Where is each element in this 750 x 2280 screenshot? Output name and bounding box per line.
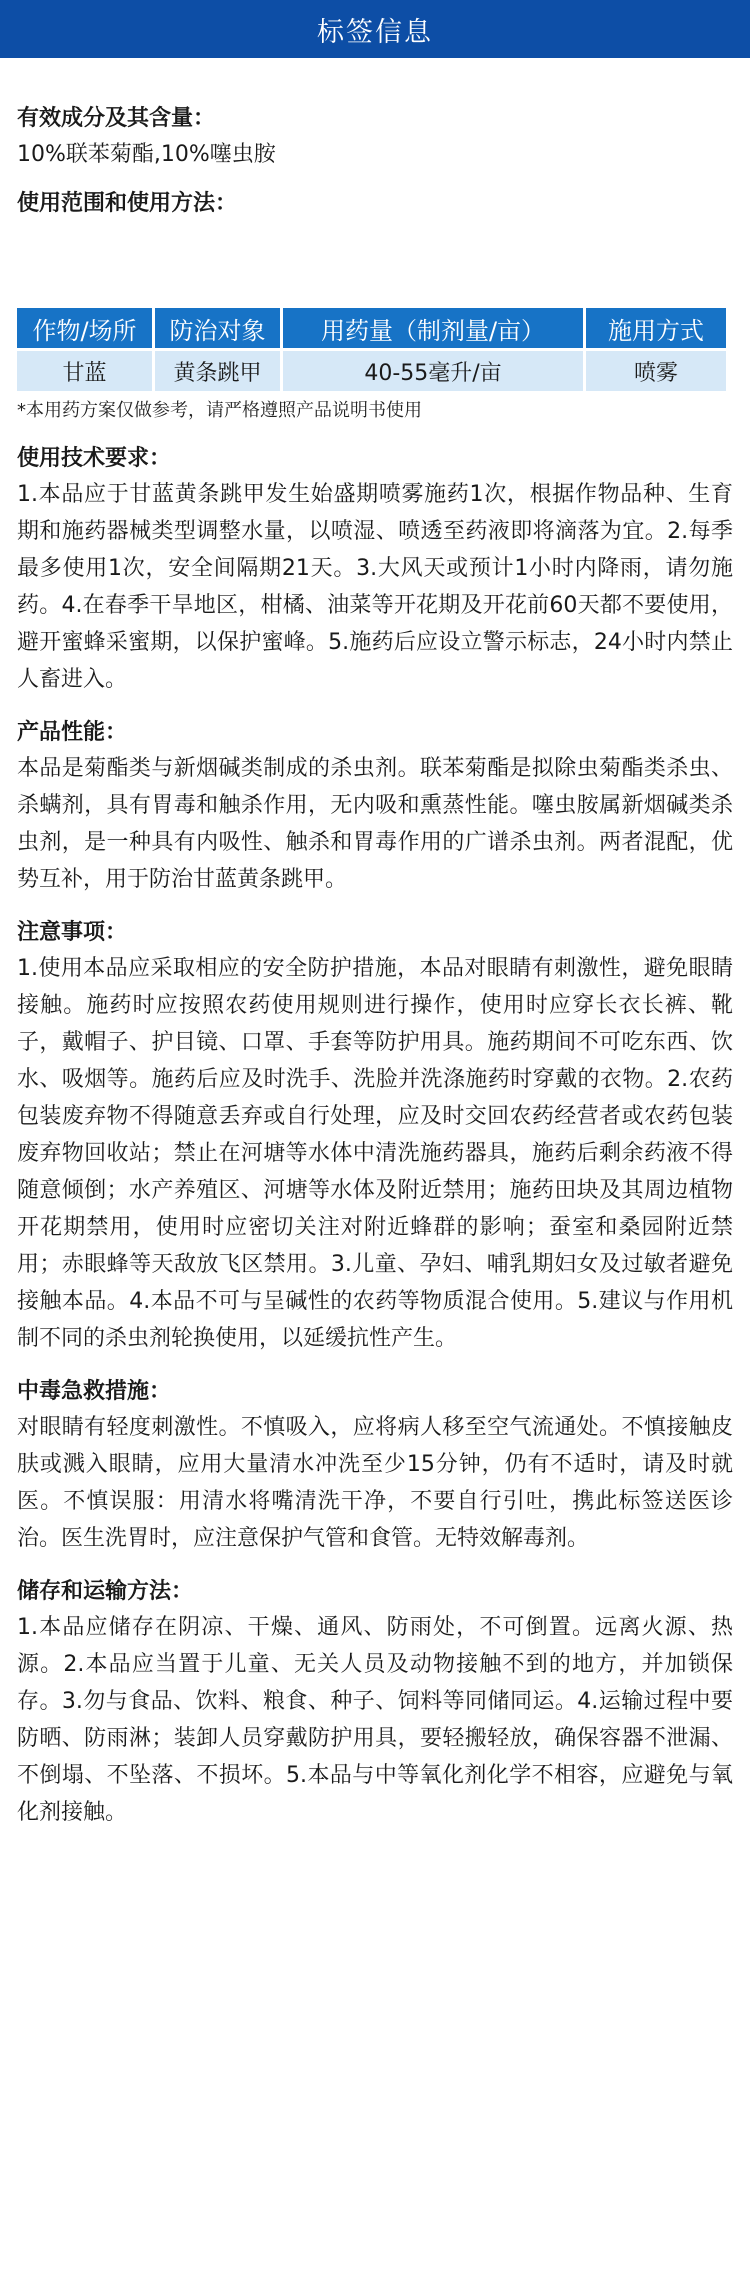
section-usage-scope xyxy=(17,187,733,221)
section-body: 1.使用本品应采取相应的安全防护措施，本品对眼睛有刺激性，避免眼睛接触。施药时应按照农药使用规则进行操作，使用时应穿长衣长裤、靴子，戴帽子、护目镜、口罩、手套等防护用具。施药期间不可吃东西、饮水、吸烟等。施药后应及时洗手、洗脸并洗涤施药时穿戴的衣物。2.农药包装废弃物不得随意丢弃或自行处理，应及时交回农药经营者或农药包装废弃物回收站；禁止在河塘等水体中清洗施药器具，施药后剩余药液不得随意倾倒；水产养殖区、河塘等水体及附近禁用；施药田块及其周边植物开花期禁用，使用时应密切关注对附近蜂群的影响；蚕室和桑园附近禁用；赤眼蜂等天敌放飞区禁用。3.儿童、孕妇、哺乳期妇女及过敏者避免接触本品。4.本品不可与呈碱性的农药等物质混合使用。5.建议与作用机制不同的杀虫剂轮换使用，以延缓抗性产生。 xyxy=(17,956,733,1351)
section-body: 本品是菊酯类与新烟碱类制成的杀虫剂。联苯菊酯是拟除虫菊酯类杀虫、杀螨剂，具有胃毒和触杀作用，无内吸和熏蒸性能。噻虫胺属新烟碱类杀虫剂，是一种具有内吸性、触杀和胃毒作用的广谱杀虫剂。两者混配，优势互补，用于防治甘蓝黄条跳甲。 xyxy=(17,756,733,892)
section-tech-requirements xyxy=(17,442,733,698)
section-body: 10%联苯菊酯,10%噻虫胺 xyxy=(17,142,276,167)
table-cell-target: 黄条跳甲 xyxy=(155,351,280,391)
section-active-ingredient xyxy=(17,102,733,173)
table-header-row xyxy=(17,308,726,348)
table-note: *本用药方案仅做参考，请严格遵照产品说明书使用 xyxy=(17,400,422,421)
column-header: 用药量（制剂量/亩） xyxy=(283,308,583,348)
table-cell-crop: 甘蓝 xyxy=(17,351,152,391)
section-title: 注意事项： xyxy=(17,920,128,945)
section-storage xyxy=(17,1575,733,1831)
section-body: 1.本品应于甘蓝黄条跳甲发生始盛期喷雾施药1次，根据作物品种、生育期和施药器械类型调整水量，以喷湿、喷透至药液即将滴落为宜。2.每季最多使用1次，安全间隔期21天。3.大风天或预计1小时内降雨，请勿施药。4.在春季干旱地区，柑橘、油菜等开花期及开花前60天都不要使用，避开蜜蜂采蜜期，以保护蜜峰。5.施药后应设立警示标志，24小时内禁止人畜进入。 xyxy=(17,482,733,692)
section-precautions xyxy=(17,916,733,1357)
header-bar xyxy=(0,0,750,58)
section-title: 中毒急救措施： xyxy=(17,1379,172,1404)
section-product-performance xyxy=(17,716,733,898)
section-body: 1.本品应储存在阴凉、干燥、通风、防雨处，不可倒置。远离火源、热源。2.本品应当置于儿童、无关人员及动物接触不到的地方，并加锁保存。3.勿与食品、饮料、粮食、种子、饲料等同储同运。4.运输过程中要防晒、防雨淋；装卸人员穿戴防护用具，要轻搬轻放，确保容器不泄漏、不倒塌、不坠落、不损坏。5.本品与中等氧化剂化学不相容，应避免与氧化剂接触。 xyxy=(17,1615,733,1825)
column-header: 作物/场所 xyxy=(17,308,152,348)
section-title: 储存和运输方法： xyxy=(17,1579,194,1604)
section-title: 使用范围和使用方法： xyxy=(17,191,238,216)
section-body: 对眼睛有轻度刺激性。不慎吸入，应将病人移至空气流通处。不慎接触皮肤或溅入眼睛，应用大量清水冲洗至少15分钟，仍有不适时，请及时就医。不慎误服：用清水将嘴清洗干净，不要自行引吐，携此标签送医诊治。医生洗胃时，应注意保护气管和食管。无特效解毒剂。 xyxy=(17,1415,733,1551)
dosage-table xyxy=(14,305,729,394)
section-title: 有效成分及其含量： xyxy=(17,106,216,131)
table-cell-dosage: 40-55毫升/亩 xyxy=(283,351,583,391)
section-title: 产品性能： xyxy=(17,720,128,745)
table-cell-method: 喷雾 xyxy=(586,351,726,391)
section-title: 使用技术要求： xyxy=(17,446,172,471)
page-title: 标签信息 xyxy=(317,16,433,48)
label-content xyxy=(0,102,750,1831)
table-row xyxy=(17,351,726,391)
column-header: 防治对象 xyxy=(155,308,280,348)
section-first-aid xyxy=(17,1375,733,1557)
column-header: 施用方式 xyxy=(586,308,726,348)
